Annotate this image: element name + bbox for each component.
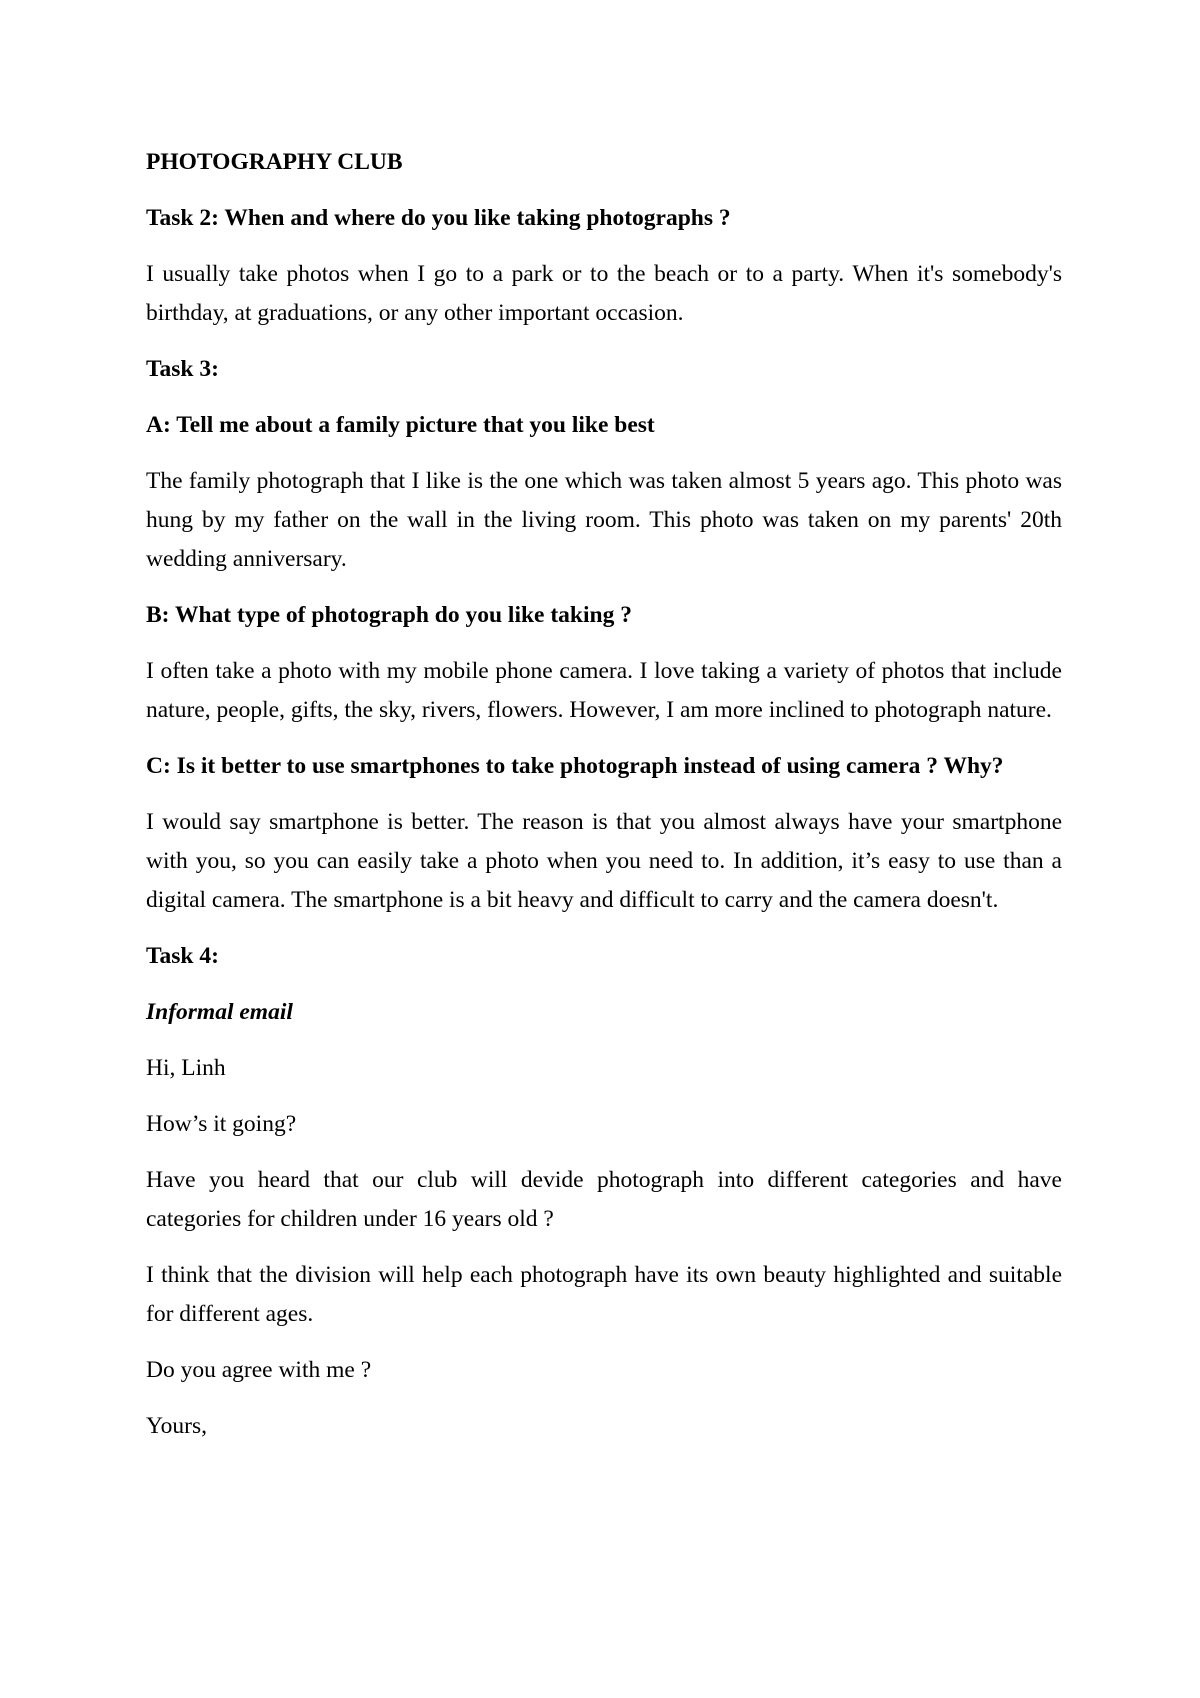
task3-heading: Task 3: <box>146 356 219 382</box>
task2-heading: Task 2: When and where do you like taking photographs ? <box>146 205 731 231</box>
task3-answer-b: I often take a photo with my mobile phone camera. I love taking a variety of photos that include nature, people, gifts, the sky, rivers, flowers. However, I am more inclined to photograph nature. <box>146 658 1062 723</box>
task4-heading: Task 4: <box>146 943 219 969</box>
email-type-label: Informal email <box>146 999 293 1025</box>
task3-question-b: B: What type of photograph do you like taking ? <box>146 602 632 628</box>
task3-question-a: A: Tell me about a family picture that you like best <box>146 412 655 438</box>
email-question: Do you agree with me ? <box>146 1357 372 1383</box>
task3-answer-c: I would say smartphone is better. The reason is that you almost always have your smartphone with you, so you can easily take a photo when you need to. In addition, it’s easy to use than a digital camera. The smartphone is a bit heavy and difficult to carry and the camera doesn't. <box>146 809 1062 913</box>
task2-answer: I usually take photos when I go to a park or to the beach or to a party. When it's somebody's birthday, at graduations, or any other important occasion. <box>146 261 1062 326</box>
email-paragraph-2: I think that the division will help each photograph have its own beauty highlighted and suitable for different ages. <box>146 1262 1062 1327</box>
task3-question-c: C: Is it better to use smartphones to take photograph instead of using camera ? Why? <box>146 753 1004 779</box>
email-greeting: Hi, Linh <box>146 1055 226 1081</box>
document-title: PHOTOGRAPHY CLUB <box>146 149 403 175</box>
email-closing: Yours, <box>146 1413 207 1439</box>
email-paragraph-1: Have you heard that our club will devide photograph into different categories and have categories for children under 16 years old ? <box>146 1167 1062 1232</box>
document-body <box>146 143 1062 1463</box>
task3-answer-a: The family photograph that I like is the one which was taken almost 5 years ago. This photo was hung by my father on the wall in the living room. This photo was taken on my parents' 20th wedding anniversary. <box>146 468 1062 572</box>
email-opening: How’s it going? <box>146 1111 297 1137</box>
